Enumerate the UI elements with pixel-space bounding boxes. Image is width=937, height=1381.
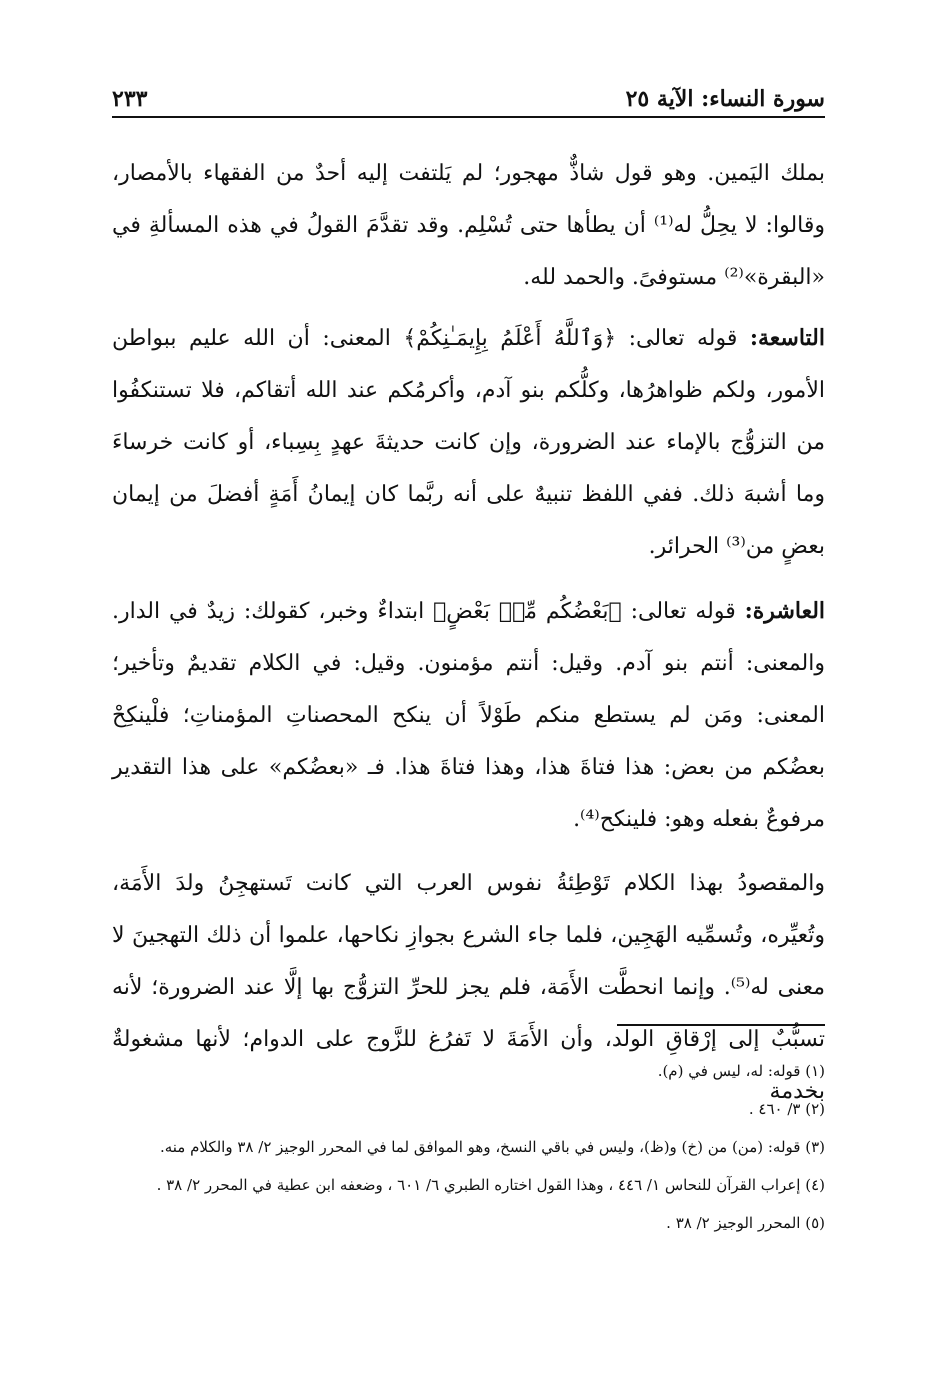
- page-number: ٢٣٣: [112, 86, 148, 112]
- paragraph-text: والمقصودُ بهذا الكلام تَوْطِئةُ نفوس العرب التي كانت تَستهجِنُ ولدَ الأَمَة، وتُعيِّره، وتُسمِّيه الهَجِين، فلما جاء الشرع بجوازِ نكاحها، علموا أن ذلك التهجينَ لا معنى له⁽⁵⁾. وإنما انحطَّت الأَمَة، فلم يجز للحرِّ التزوُّج بها إلَّا عند الضرورة؛ لأنه تسبُّبٌ إلى إرْقاقِ الولد، وأن الأَمَةَ لا تَفرُغ للزَّوج على الدوام؛ لأنها مشغولةٌ بخدمة: [112, 871, 825, 1104]
- main-text: [112, 148, 825, 1130]
- paragraph-lead: التاسعة:: [749, 325, 825, 351]
- paragraph-text: قوله تعالى: ﴿وَٱللَّهُ أَعْلَمُ بِإِيمَـٰنِكُمْ﴾ المعنى: أن الله عليم ببواطن الأمور، ولكم ظواهرُها، وكلُّكم بنو آدم، وأكرمُكم عند الله أتقاكم، فلا تستنكفُوا من التزوُّج بالإماء عند الضرورة، وإن كانت حديثةَ عهدٍ بِسِباء، أو كانت خرساءَ وما أشبهَ ذلك. ففي اللفظ تنبيهٌ على أنه ربَّما كان إيمانُ أَمَةٍ أفضلَ من إيمان بعضٍ من⁽³⁾ الحرائر.: [112, 326, 825, 559]
- footnote: (١) قوله: له، ليس في (م).: [657, 1062, 825, 1080]
- page-header: [112, 76, 825, 112]
- paragraph-tenth: [112, 585, 825, 846]
- paragraph-text: قوله تعالى: ﴿بَعْضُكُم مِّنۢ بَعْضٍ﴾ ابتداءٌ وخبر، كقولك: زيدٌ في الدار. والمعنى: أنتم بنو آدم. وقيل: أنتم مؤمنون. وقيل: في الكلام تقديمٌ وتأخير؛ المعنى: ومَن لم يستطع منكم طَوْلاً أن ينكح المحصناتِ المؤمناتِ؛ فلْينكِحْ بعضُكم من بعض: هذا فتاةَ هذا، وهذا فتاةَ هذا. فـ «بعضُكم» على هذا التقدير مرفوعٌ بفعله وهو: فلينكح⁽⁴⁾.: [112, 599, 825, 832]
- running-title: سورة النساء: الآية ٢٥: [625, 86, 825, 112]
- footnote: (٢) ٣/ ٤٦٠ .: [748, 1100, 825, 1118]
- paragraph-text: بملك اليَمين. وهو قول شاذٌّ مهجور؛ لم يَلتفت إليه أحدٌ من الفقهاء بالأمصار، وقالوا: لا يحِلُّ له⁽¹⁾ أن يطأها حتى تُسْلِم. وقد تقدَّمَ القولُ في هذه المسألةِ في «البقرة»⁽²⁾ مستوفىً. والحمد لله.: [112, 161, 825, 290]
- footnote-rule: [617, 1024, 825, 1026]
- footnote: (٤) إعراب القرآن للنحاس ١/ ٤٤٦ ، وهذا القول اختاره الطبري ٦/ ٦٠١ ، وضعفه ابن عطية في المحرر ٢/ ٣٨ .: [156, 1176, 825, 1194]
- footnote: (٣) قوله: (من) من (خ) و(ظ)، وليس في باقي النسخ، وهو الموافق لما في المحرر الوجيز ٢/ ٣٨ والكلام منه.: [159, 1138, 825, 1156]
- footnote: (٥) المحرر الوجيز ٢/ ٣٨ .: [666, 1214, 825, 1232]
- paragraph-intro: [112, 148, 825, 304]
- header-rule: [112, 116, 825, 118]
- paragraph-ninth: [112, 312, 825, 573]
- paragraph-lead: العاشرة:: [744, 598, 826, 624]
- footnotes: [112, 1056, 825, 1246]
